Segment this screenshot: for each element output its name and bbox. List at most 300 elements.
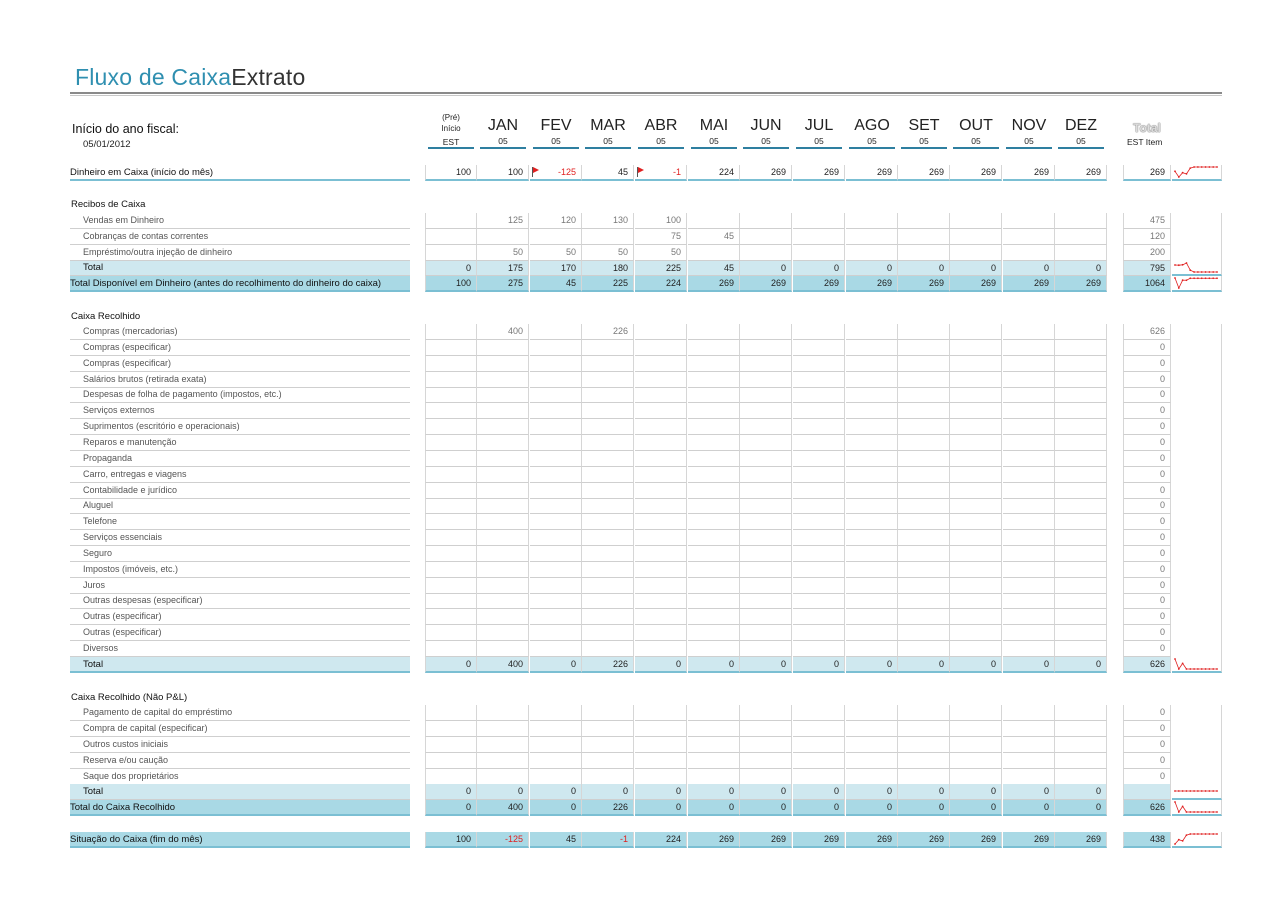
- value-cell[interactable]: 269: [1003, 276, 1055, 292]
- value-cell[interactable]: 225: [635, 261, 687, 276]
- value-cell[interactable]: 0: [582, 784, 634, 800]
- value-cell[interactable]: [898, 641, 950, 657]
- value-cell[interactable]: [425, 609, 477, 625]
- value-cell[interactable]: [898, 625, 950, 641]
- value-cell[interactable]: [1055, 372, 1107, 388]
- value-cell[interactable]: [1055, 403, 1107, 419]
- value-cell[interactable]: [793, 245, 845, 261]
- value-cell[interactable]: 224: [635, 832, 687, 848]
- value-cell[interactable]: [477, 753, 529, 769]
- value-cell[interactable]: [1055, 435, 1107, 451]
- value-cell[interactable]: [635, 578, 687, 594]
- value-cell[interactable]: 0: [425, 261, 477, 276]
- value-cell[interactable]: [846, 753, 898, 769]
- value-cell[interactable]: [846, 419, 898, 435]
- value-cell[interactable]: [740, 562, 792, 578]
- value-cell[interactable]: 269: [846, 832, 898, 848]
- value-cell[interactable]: 0: [846, 261, 898, 276]
- value-cell[interactable]: [793, 372, 845, 388]
- value-cell[interactable]: [425, 229, 477, 245]
- value-cell[interactable]: [635, 387, 687, 403]
- value-cell[interactable]: 0: [793, 261, 845, 276]
- value-cell[interactable]: 0: [688, 800, 740, 816]
- value-cell[interactable]: [635, 737, 687, 753]
- value-cell[interactable]: [477, 721, 529, 737]
- value-cell[interactable]: [740, 213, 792, 229]
- value-cell[interactable]: [1055, 705, 1107, 721]
- value-cell[interactable]: [740, 372, 792, 388]
- value-cell[interactable]: 0: [793, 784, 845, 800]
- value-cell[interactable]: [582, 705, 634, 721]
- value-cell[interactable]: 120: [530, 213, 582, 229]
- value-cell[interactable]: [1055, 451, 1107, 467]
- value-cell[interactable]: [425, 514, 477, 530]
- value-cell[interactable]: -125: [477, 832, 529, 848]
- value-cell[interactable]: [635, 562, 687, 578]
- value-cell[interactable]: [846, 229, 898, 245]
- value-cell[interactable]: [1003, 530, 1055, 546]
- value-cell[interactable]: [688, 578, 740, 594]
- value-cell[interactable]: 0: [950, 657, 1002, 673]
- value-cell[interactable]: [635, 641, 687, 657]
- value-cell[interactable]: [1055, 721, 1107, 737]
- value-cell[interactable]: 269: [898, 832, 950, 848]
- value-cell[interactable]: 0: [898, 800, 950, 816]
- value-cell[interactable]: [740, 530, 792, 546]
- value-cell[interactable]: [950, 324, 1002, 340]
- value-cell[interactable]: [1003, 609, 1055, 625]
- value-cell[interactable]: 0: [846, 800, 898, 816]
- value-cell[interactable]: [898, 530, 950, 546]
- value-cell[interactable]: [425, 340, 477, 356]
- value-cell[interactable]: [898, 324, 950, 340]
- value-cell[interactable]: [477, 403, 529, 419]
- value-cell[interactable]: 224: [688, 165, 740, 181]
- value-cell[interactable]: 226: [582, 324, 634, 340]
- value-cell[interactable]: [425, 435, 477, 451]
- value-cell[interactable]: 226: [582, 657, 634, 673]
- value-cell[interactable]: [1003, 498, 1055, 514]
- value-cell[interactable]: [793, 213, 845, 229]
- value-cell[interactable]: [582, 451, 634, 467]
- value-cell[interactable]: [425, 737, 477, 753]
- value-cell[interactable]: [740, 340, 792, 356]
- value-cell[interactable]: [740, 609, 792, 625]
- value-cell[interactable]: [950, 245, 1002, 261]
- value-cell[interactable]: 0: [793, 800, 845, 816]
- value-cell[interactable]: [1003, 356, 1055, 372]
- value-cell[interactable]: 45: [530, 832, 582, 848]
- value-cell[interactable]: [1003, 737, 1055, 753]
- value-cell[interactable]: [477, 419, 529, 435]
- value-cell[interactable]: [1003, 213, 1055, 229]
- value-cell[interactable]: [793, 387, 845, 403]
- value-cell[interactable]: [793, 229, 845, 245]
- value-cell[interactable]: [898, 769, 950, 785]
- value-cell[interactable]: [1003, 324, 1055, 340]
- value-cell[interactable]: [688, 356, 740, 372]
- value-cell[interactable]: 100: [425, 832, 477, 848]
- value-cell[interactable]: 0: [1003, 800, 1055, 816]
- value-cell[interactable]: 100: [425, 165, 477, 181]
- value-cell[interactable]: [635, 753, 687, 769]
- value-cell[interactable]: [1055, 498, 1107, 514]
- value-cell[interactable]: [688, 769, 740, 785]
- value-cell[interactable]: [530, 593, 582, 609]
- value-cell[interactable]: [582, 562, 634, 578]
- value-cell[interactable]: [477, 737, 529, 753]
- value-cell[interactable]: 0: [1055, 657, 1107, 673]
- value-cell[interactable]: [1055, 213, 1107, 229]
- value-cell[interactable]: [898, 578, 950, 594]
- value-cell[interactable]: [1003, 387, 1055, 403]
- value-cell[interactable]: [740, 514, 792, 530]
- value-cell[interactable]: [425, 546, 477, 562]
- value-cell[interactable]: [740, 387, 792, 403]
- value-cell[interactable]: [1055, 737, 1107, 753]
- value-cell[interactable]: [582, 593, 634, 609]
- value-cell[interactable]: [740, 451, 792, 467]
- value-cell[interactable]: [1055, 229, 1107, 245]
- value-cell[interactable]: 0: [1003, 261, 1055, 276]
- value-cell[interactable]: 269: [1055, 276, 1107, 292]
- value-cell[interactable]: [1003, 705, 1055, 721]
- value-cell[interactable]: [688, 753, 740, 769]
- value-cell[interactable]: 170: [530, 261, 582, 276]
- value-cell[interactable]: [582, 467, 634, 483]
- value-cell[interactable]: 0: [635, 784, 687, 800]
- value-cell[interactable]: [898, 721, 950, 737]
- value-cell[interactable]: [898, 435, 950, 451]
- value-cell[interactable]: [1003, 467, 1055, 483]
- value-cell[interactable]: [950, 451, 1002, 467]
- value-cell[interactable]: [582, 625, 634, 641]
- value-cell[interactable]: [530, 562, 582, 578]
- value-cell[interactable]: [635, 769, 687, 785]
- value-cell[interactable]: [530, 419, 582, 435]
- value-cell[interactable]: 0: [1003, 784, 1055, 800]
- value-cell[interactable]: 50: [477, 245, 529, 261]
- value-cell[interactable]: [688, 387, 740, 403]
- value-cell[interactable]: [530, 483, 582, 499]
- value-cell[interactable]: [688, 562, 740, 578]
- value-cell[interactable]: 100: [635, 213, 687, 229]
- value-cell[interactable]: [477, 498, 529, 514]
- value-cell[interactable]: [530, 737, 582, 753]
- value-cell[interactable]: 0: [740, 657, 792, 673]
- value-cell[interactable]: 269: [688, 276, 740, 292]
- value-cell[interactable]: [898, 514, 950, 530]
- value-cell[interactable]: 269: [740, 832, 792, 848]
- value-cell[interactable]: [635, 467, 687, 483]
- value-cell[interactable]: [846, 609, 898, 625]
- value-cell[interactable]: 180: [582, 261, 634, 276]
- value-cell[interactable]: [740, 641, 792, 657]
- value-cell[interactable]: [950, 229, 1002, 245]
- value-cell[interactable]: [1003, 769, 1055, 785]
- value-cell[interactable]: [740, 625, 792, 641]
- value-cell[interactable]: 0: [898, 261, 950, 276]
- value-cell[interactable]: [530, 769, 582, 785]
- value-cell[interactable]: 0: [740, 784, 792, 800]
- value-cell[interactable]: [635, 435, 687, 451]
- value-cell[interactable]: [950, 514, 1002, 530]
- value-cell[interactable]: [898, 451, 950, 467]
- value-cell[interactable]: 0: [425, 657, 477, 673]
- value-cell[interactable]: [635, 498, 687, 514]
- value-cell[interactable]: [477, 625, 529, 641]
- value-cell[interactable]: [582, 229, 634, 245]
- value-cell[interactable]: [477, 609, 529, 625]
- value-cell[interactable]: [740, 593, 792, 609]
- value-cell[interactable]: [740, 229, 792, 245]
- value-cell[interactable]: [635, 625, 687, 641]
- value-cell[interactable]: [740, 721, 792, 737]
- value-cell[interactable]: 0: [950, 784, 1002, 800]
- value-cell[interactable]: [1003, 340, 1055, 356]
- value-cell[interactable]: [477, 435, 529, 451]
- value-cell[interactable]: [846, 324, 898, 340]
- value-cell[interactable]: [425, 753, 477, 769]
- value-cell[interactable]: [740, 435, 792, 451]
- value-cell[interactable]: [582, 483, 634, 499]
- value-cell[interactable]: [688, 467, 740, 483]
- value-cell[interactable]: 269: [846, 165, 898, 181]
- value-cell[interactable]: 269: [898, 276, 950, 292]
- value-cell[interactable]: [582, 356, 634, 372]
- value-cell[interactable]: [688, 514, 740, 530]
- value-cell[interactable]: [898, 387, 950, 403]
- value-cell[interactable]: [793, 769, 845, 785]
- value-cell[interactable]: [950, 498, 1002, 514]
- value-cell[interactable]: [846, 705, 898, 721]
- value-cell[interactable]: [635, 483, 687, 499]
- value-cell[interactable]: [477, 593, 529, 609]
- value-cell[interactable]: [688, 435, 740, 451]
- value-cell[interactable]: [688, 737, 740, 753]
- value-cell[interactable]: [1003, 403, 1055, 419]
- value-cell[interactable]: [1003, 753, 1055, 769]
- value-cell[interactable]: [1003, 245, 1055, 261]
- value-cell[interactable]: [793, 340, 845, 356]
- value-cell[interactable]: [846, 546, 898, 562]
- value-cell[interactable]: [740, 578, 792, 594]
- value-cell[interactable]: [898, 467, 950, 483]
- value-cell[interactable]: 0: [425, 800, 477, 816]
- fiscal-year-date[interactable]: 05/01/2012: [83, 139, 131, 150]
- value-cell[interactable]: [425, 578, 477, 594]
- value-cell[interactable]: [793, 737, 845, 753]
- value-cell[interactable]: [950, 753, 1002, 769]
- value-cell[interactable]: [950, 530, 1002, 546]
- value-cell[interactable]: 226: [582, 800, 634, 816]
- value-cell[interactable]: [635, 705, 687, 721]
- value-cell[interactable]: 225: [582, 276, 634, 292]
- value-cell[interactable]: [1003, 593, 1055, 609]
- value-cell[interactable]: 400: [477, 324, 529, 340]
- value-cell[interactable]: [740, 324, 792, 340]
- value-cell[interactable]: [635, 451, 687, 467]
- value-cell[interactable]: [846, 737, 898, 753]
- value-cell[interactable]: [1055, 641, 1107, 657]
- value-cell[interactable]: [793, 562, 845, 578]
- value-cell[interactable]: [688, 705, 740, 721]
- value-cell[interactable]: [898, 609, 950, 625]
- value-cell[interactable]: [1003, 451, 1055, 467]
- value-cell[interactable]: [793, 721, 845, 737]
- value-cell[interactable]: [425, 498, 477, 514]
- value-cell[interactable]: [477, 229, 529, 245]
- value-cell[interactable]: [898, 483, 950, 499]
- value-cell[interactable]: 269: [1003, 165, 1055, 181]
- value-cell[interactable]: [793, 753, 845, 769]
- value-cell[interactable]: [846, 514, 898, 530]
- value-cell[interactable]: [688, 213, 740, 229]
- value-cell[interactable]: [793, 530, 845, 546]
- value-cell[interactable]: [425, 324, 477, 340]
- value-cell[interactable]: [477, 546, 529, 562]
- value-cell[interactable]: -125: [530, 165, 582, 181]
- value-cell[interactable]: 0: [1055, 261, 1107, 276]
- value-cell[interactable]: [1003, 514, 1055, 530]
- value-cell[interactable]: [846, 356, 898, 372]
- value-cell[interactable]: [425, 721, 477, 737]
- value-cell[interactable]: [950, 435, 1002, 451]
- value-cell[interactable]: [688, 625, 740, 641]
- value-cell[interactable]: [425, 562, 477, 578]
- value-cell[interactable]: [688, 609, 740, 625]
- value-cell[interactable]: [950, 340, 1002, 356]
- value-cell[interactable]: 0: [635, 657, 687, 673]
- value-cell[interactable]: [635, 372, 687, 388]
- value-cell[interactable]: [1055, 753, 1107, 769]
- value-cell[interactable]: 0: [740, 261, 792, 276]
- value-cell[interactable]: [635, 356, 687, 372]
- value-cell[interactable]: [950, 356, 1002, 372]
- value-cell[interactable]: [477, 578, 529, 594]
- value-cell[interactable]: [950, 769, 1002, 785]
- value-cell[interactable]: [477, 705, 529, 721]
- value-cell[interactable]: [898, 340, 950, 356]
- value-cell[interactable]: 269: [793, 276, 845, 292]
- value-cell[interactable]: [688, 324, 740, 340]
- value-cell[interactable]: [477, 514, 529, 530]
- value-cell[interactable]: [1055, 387, 1107, 403]
- value-cell[interactable]: [582, 737, 634, 753]
- value-cell[interactable]: [425, 769, 477, 785]
- value-cell[interactable]: [846, 641, 898, 657]
- value-cell[interactable]: [950, 562, 1002, 578]
- value-cell[interactable]: 45: [582, 165, 634, 181]
- value-cell[interactable]: [950, 578, 1002, 594]
- value-cell[interactable]: [530, 705, 582, 721]
- value-cell[interactable]: [950, 403, 1002, 419]
- value-cell[interactable]: [635, 609, 687, 625]
- value-cell[interactable]: [477, 769, 529, 785]
- value-cell[interactable]: [846, 372, 898, 388]
- value-cell[interactable]: [793, 705, 845, 721]
- value-cell[interactable]: [950, 372, 1002, 388]
- value-cell[interactable]: [530, 514, 582, 530]
- value-cell[interactable]: [1003, 483, 1055, 499]
- value-cell[interactable]: [950, 737, 1002, 753]
- value-cell[interactable]: [530, 721, 582, 737]
- value-cell[interactable]: 0: [950, 261, 1002, 276]
- value-cell[interactable]: -1: [635, 165, 687, 181]
- value-cell[interactable]: [530, 451, 582, 467]
- value-cell[interactable]: [530, 324, 582, 340]
- value-cell[interactable]: [530, 387, 582, 403]
- value-cell[interactable]: 0: [898, 784, 950, 800]
- value-cell[interactable]: [688, 483, 740, 499]
- value-cell[interactable]: [846, 245, 898, 261]
- value-cell[interactable]: [477, 641, 529, 657]
- value-cell[interactable]: [477, 562, 529, 578]
- value-cell[interactable]: [793, 578, 845, 594]
- value-cell[interactable]: 0: [688, 657, 740, 673]
- value-cell[interactable]: [530, 609, 582, 625]
- value-cell[interactable]: [846, 578, 898, 594]
- value-cell[interactable]: [898, 737, 950, 753]
- value-cell[interactable]: [846, 498, 898, 514]
- value-cell[interactable]: -1: [582, 832, 634, 848]
- value-cell[interactable]: [425, 245, 477, 261]
- value-cell[interactable]: [1003, 721, 1055, 737]
- value-cell[interactable]: [740, 737, 792, 753]
- value-cell[interactable]: [688, 530, 740, 546]
- value-cell[interactable]: 0: [477, 784, 529, 800]
- value-cell[interactable]: [1003, 229, 1055, 245]
- value-cell[interactable]: [425, 372, 477, 388]
- value-cell[interactable]: [898, 705, 950, 721]
- value-cell[interactable]: 275: [477, 276, 529, 292]
- value-cell[interactable]: [846, 451, 898, 467]
- value-cell[interactable]: [688, 593, 740, 609]
- value-cell[interactable]: [1055, 578, 1107, 594]
- value-cell[interactable]: [688, 403, 740, 419]
- value-cell[interactable]: [425, 419, 477, 435]
- value-cell[interactable]: [530, 546, 582, 562]
- value-cell[interactable]: 100: [425, 276, 477, 292]
- value-cell[interactable]: [582, 514, 634, 530]
- value-cell[interactable]: 175: [477, 261, 529, 276]
- value-cell[interactable]: [1055, 530, 1107, 546]
- value-cell[interactable]: 0: [846, 784, 898, 800]
- value-cell[interactable]: [530, 356, 582, 372]
- value-cell[interactable]: 269: [950, 276, 1002, 292]
- value-cell[interactable]: [530, 467, 582, 483]
- value-cell[interactable]: 400: [477, 800, 529, 816]
- value-cell[interactable]: 269: [793, 832, 845, 848]
- value-cell[interactable]: [688, 451, 740, 467]
- value-cell[interactable]: [950, 609, 1002, 625]
- value-cell[interactable]: [582, 340, 634, 356]
- value-cell[interactable]: [688, 721, 740, 737]
- value-cell[interactable]: [635, 530, 687, 546]
- value-cell[interactable]: 0: [688, 784, 740, 800]
- value-cell[interactable]: [530, 753, 582, 769]
- value-cell[interactable]: [793, 435, 845, 451]
- value-cell[interactable]: [740, 467, 792, 483]
- value-cell[interactable]: [477, 451, 529, 467]
- value-cell[interactable]: [477, 467, 529, 483]
- value-cell[interactable]: [1055, 245, 1107, 261]
- value-cell[interactable]: [582, 372, 634, 388]
- value-cell[interactable]: 0: [846, 657, 898, 673]
- value-cell[interactable]: 269: [1055, 832, 1107, 848]
- value-cell[interactable]: [950, 705, 1002, 721]
- value-cell[interactable]: [846, 213, 898, 229]
